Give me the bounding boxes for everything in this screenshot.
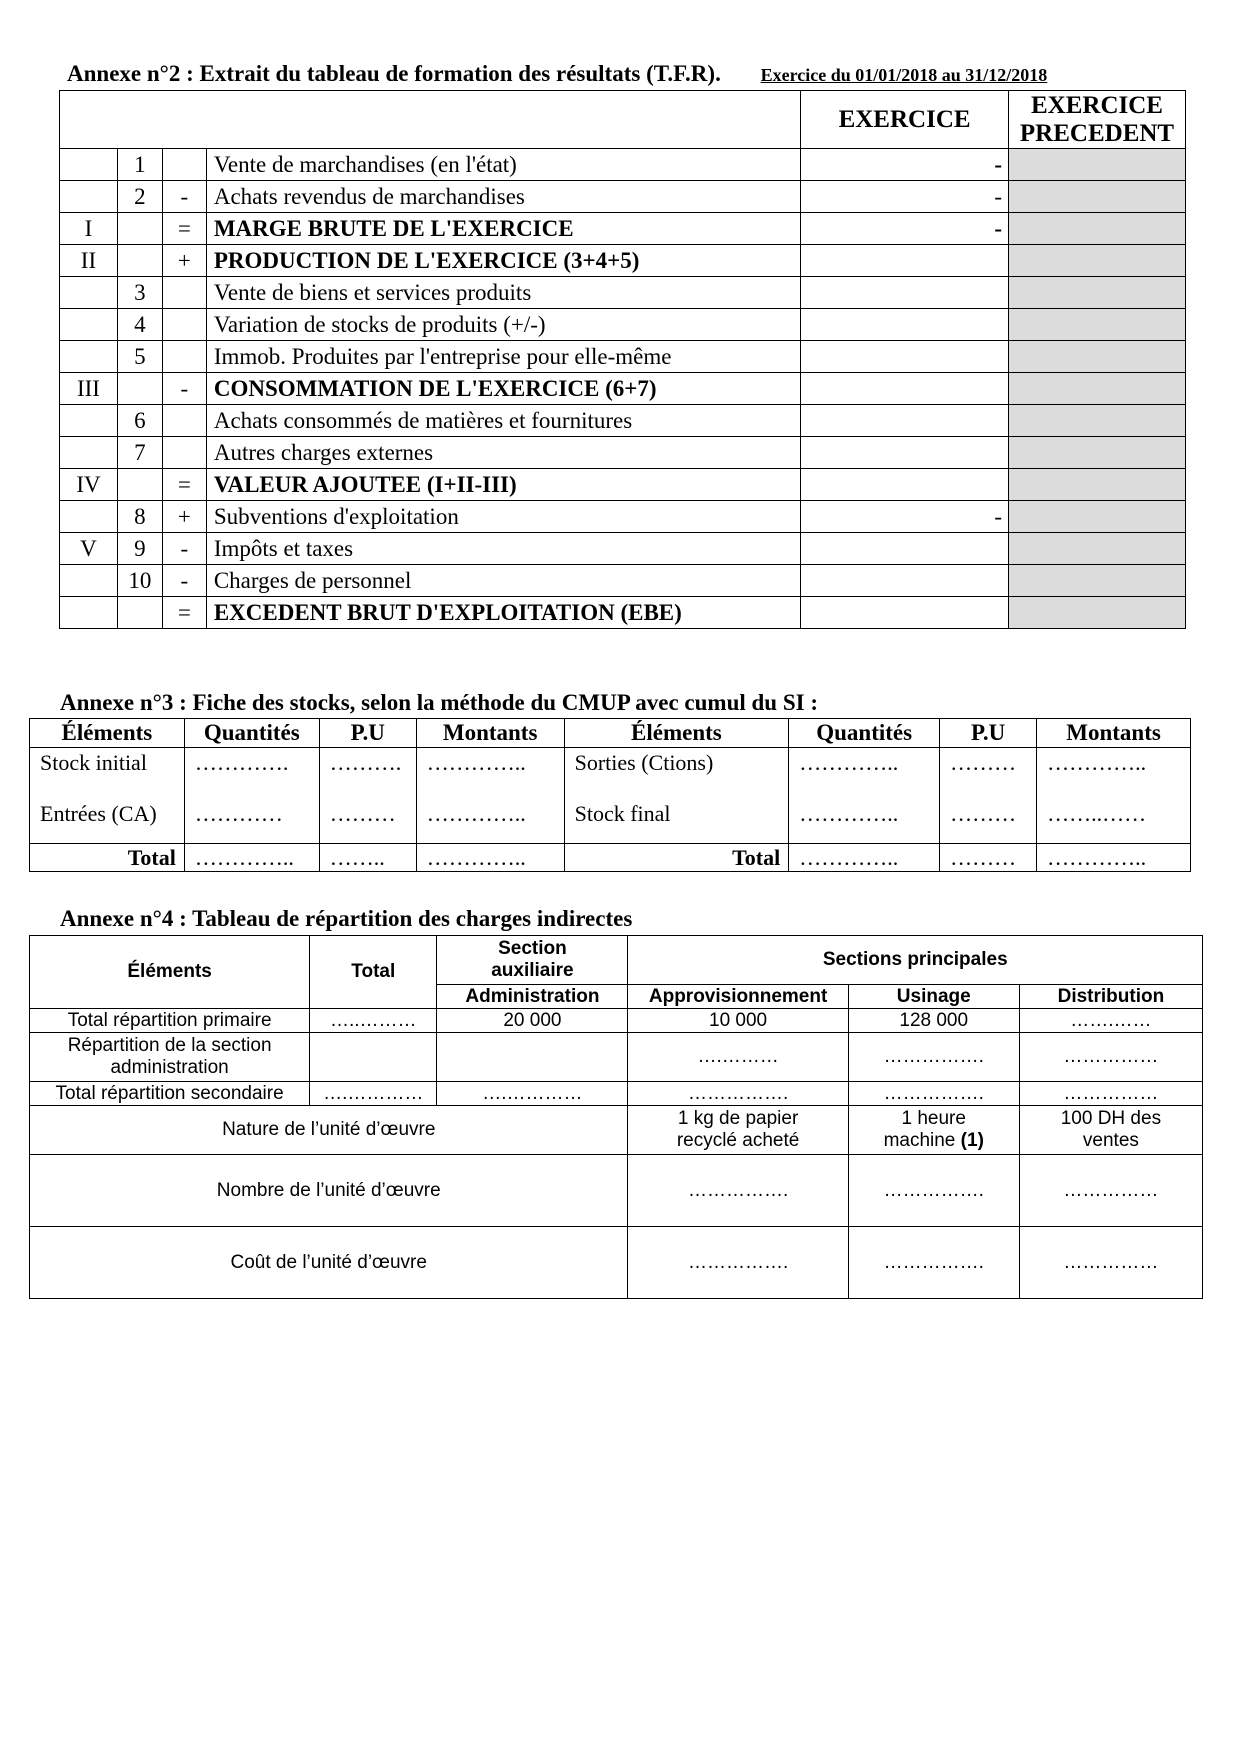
annexe2-title: Annexe n°2 : Extrait du tableau de formation des résultats (T.F.R). xyxy=(67,61,721,86)
row-label: CONSOMMATION DE L'EXERCICE (6+7) xyxy=(206,373,800,405)
cout-unite-distribution: …………… xyxy=(1019,1227,1202,1299)
repartition-secondaire-admin: ….………… xyxy=(437,1082,628,1106)
nature-unite-usinage: 1 heure machine (1) xyxy=(848,1106,1019,1155)
header-elements-right: Éléments xyxy=(564,719,789,748)
row-label: Charges de personnel xyxy=(206,565,800,597)
row-number xyxy=(117,373,162,405)
row-operator xyxy=(162,341,206,373)
sorties-pu: ……… xyxy=(950,750,1017,775)
row-exercice-value xyxy=(801,533,1009,565)
row-label: Variation de stocks de produits (+/-) xyxy=(206,309,800,341)
tfr-row xyxy=(60,149,1186,181)
header-pu-left: P.U xyxy=(319,719,416,748)
row-operator: = xyxy=(162,469,206,501)
row-label: Vente de biens et services produits xyxy=(206,277,800,309)
col-exercice: EXERCICE xyxy=(801,91,1009,149)
stock-final-qty: ………….. xyxy=(799,801,899,826)
repartition-primaire-appro: 10 000 xyxy=(628,1009,848,1033)
nombre-unite-usinage: ……………. xyxy=(848,1155,1019,1227)
row-roman xyxy=(60,149,118,181)
row-exercice-value xyxy=(801,373,1009,405)
row-label: MARGE BRUTE DE L'EXERCICE xyxy=(206,213,800,245)
tfr-row xyxy=(60,405,1186,437)
sorties-label: Sorties (Ctions) xyxy=(574,750,714,775)
row-number: 8 xyxy=(117,501,162,533)
row-exercice-precedent-value xyxy=(1009,469,1186,501)
row-number xyxy=(117,213,162,245)
row-roman xyxy=(60,341,118,373)
row-exercice-precedent-value xyxy=(1009,437,1186,469)
row-nombre-unite-oeuvre xyxy=(30,1155,1203,1227)
row-number: 6 xyxy=(117,405,162,437)
row-repartition-secondaire xyxy=(30,1082,1203,1106)
row-operator: - xyxy=(162,373,206,405)
header-distribution: Distribution xyxy=(1019,985,1202,1009)
row-exercice-precedent-value xyxy=(1009,277,1186,309)
total-qty-left: ………….. xyxy=(184,844,319,872)
row-exercice-value: - xyxy=(801,213,1009,245)
total-montant-right: ………….. xyxy=(1037,844,1191,872)
repartition-primaire-distribution: …….…… xyxy=(1019,1009,1202,1033)
tfr-row xyxy=(60,437,1186,469)
header-usinage: Usinage xyxy=(848,985,1019,1009)
repartition-secondaire-appro: ……………. xyxy=(628,1082,848,1106)
row-roman xyxy=(60,277,118,309)
row-roman xyxy=(60,565,118,597)
annexe4-table xyxy=(29,935,1203,1299)
entrees-label: Entrées (CA) xyxy=(40,801,157,826)
nature-unite-distribution: 100 DH des ventes xyxy=(1019,1106,1202,1155)
annexe4-title: Annexe n°4 : Tableau de répartition des charges indirectes xyxy=(60,906,633,931)
repartition-admin-usinage: ……………. xyxy=(848,1033,1019,1082)
row-operator: - xyxy=(162,565,206,597)
nombre-unite-appro: ……………. xyxy=(628,1155,848,1227)
row-roman xyxy=(60,309,118,341)
row-exercice-value xyxy=(801,597,1009,629)
tfr-row xyxy=(60,341,1186,373)
row-roman xyxy=(60,501,118,533)
row-exercice-value: - xyxy=(801,149,1009,181)
repartition-secondaire-distribution: …………… xyxy=(1019,1082,1202,1106)
row-operator: = xyxy=(162,597,206,629)
row-exercice-precedent-value xyxy=(1009,213,1186,245)
row-number xyxy=(117,469,162,501)
total-montant-left: ………….. xyxy=(416,844,564,872)
stock-initial-montant: ………….. xyxy=(426,750,526,775)
row-exercice-precedent-value xyxy=(1009,501,1186,533)
repartition-secondaire-usinage: ……………. xyxy=(848,1082,1019,1106)
row-exercice-value xyxy=(801,245,1009,277)
header-approvisionnement: Approvisionnement xyxy=(628,985,848,1009)
row-operator: + xyxy=(162,501,206,533)
header-total: Total xyxy=(310,936,437,1009)
row-roman: V xyxy=(60,533,118,565)
row-label: Immob. Produites par l'entreprise pour elle-même xyxy=(206,341,800,373)
stock-initial-qty: …………. xyxy=(194,750,289,775)
row-label: Autres charges externes xyxy=(206,437,800,469)
row-number: 2 xyxy=(117,181,162,213)
row-repartition-administration xyxy=(30,1033,1203,1082)
row-exercice-value xyxy=(801,565,1009,597)
row-roman: III xyxy=(60,373,118,405)
usinage-note: (1) xyxy=(960,1130,984,1151)
repartition-admin-appro: ….……… xyxy=(628,1033,848,1082)
header-elements: Éléments xyxy=(30,936,310,1009)
header-quantites-left: Quantités xyxy=(184,719,319,748)
tfr-row xyxy=(60,277,1186,309)
row-exercice-value xyxy=(801,309,1009,341)
header-pu-right: P.U xyxy=(940,719,1037,748)
row-exercice-value xyxy=(801,437,1009,469)
annexe3-total-row xyxy=(30,844,1191,872)
row-operator xyxy=(162,277,206,309)
annexe3-table xyxy=(29,718,1191,872)
row-exercice-value: - xyxy=(801,181,1009,213)
sorties-qty: ………….. xyxy=(799,750,899,775)
row-exercice-value xyxy=(801,405,1009,437)
total-pu-left: …….. xyxy=(319,844,416,872)
annexe2-table xyxy=(59,90,1186,629)
row-exercice-value xyxy=(801,277,1009,309)
row-exercice-precedent-value xyxy=(1009,309,1186,341)
row-exercice-precedent-value xyxy=(1009,181,1186,213)
tfr-row xyxy=(60,565,1186,597)
stock-initial-pu: ………. xyxy=(329,750,402,775)
row-cout-unite-oeuvre xyxy=(30,1227,1203,1299)
stock-final-pu: ……… xyxy=(950,801,1017,826)
sorties-montant: ………….. xyxy=(1047,750,1147,775)
stock-final-label: Stock final xyxy=(574,801,671,826)
repartition-primaire-total: …..……… xyxy=(310,1009,437,1033)
header-montants-left: Montants xyxy=(416,719,564,748)
stock-initial-label: Stock initial xyxy=(40,750,147,775)
tfr-row xyxy=(60,181,1186,213)
row-number xyxy=(117,597,162,629)
tfr-row xyxy=(60,469,1186,501)
row-operator: = xyxy=(162,213,206,245)
row-number: 7 xyxy=(117,437,162,469)
nature-unite-appro: 1 kg de papier recyclé acheté xyxy=(628,1106,848,1155)
cout-unite-oeuvre-label: Coût de l’unité d’œuvre xyxy=(30,1227,628,1299)
repartition-secondaire-total: ….………… xyxy=(310,1082,437,1106)
row-operator xyxy=(162,149,206,181)
annexe2-period: Exercice du 01/01/2018 au 31/12/2018 xyxy=(760,65,1048,85)
row-exercice-value xyxy=(801,341,1009,373)
row-label: PRODUCTION DE L'EXERCICE (3+4+5) xyxy=(206,245,800,277)
row-label: EXCEDENT BRUT D'EXPLOITATION (EBE) xyxy=(206,597,800,629)
row-roman: II xyxy=(60,245,118,277)
entrees-montant: ………….. xyxy=(426,801,526,826)
stock-final-montant: ……..…… xyxy=(1047,801,1147,826)
tfr-row xyxy=(60,533,1186,565)
row-exercice-precedent-value xyxy=(1009,149,1186,181)
row-exercice-value: - xyxy=(801,501,1009,533)
total-pu-right: ……… xyxy=(940,844,1037,872)
nombre-unite-oeuvre-label: Nombre de l’unité d’œuvre xyxy=(30,1155,628,1227)
row-number xyxy=(117,245,162,277)
row-exercice-precedent-value xyxy=(1009,373,1186,405)
row-operator: - xyxy=(162,181,206,213)
row-operator xyxy=(162,405,206,437)
cout-unite-appro: ……………. xyxy=(628,1227,848,1299)
row-exercice-precedent-value xyxy=(1009,245,1186,277)
repartition-admin-label: Répartition de la section administration xyxy=(30,1033,310,1082)
repartition-primaire-admin: 20 000 xyxy=(437,1009,628,1033)
total-qty-right: ………….. xyxy=(789,844,940,872)
row-number: 9 xyxy=(117,533,162,565)
col-exercice-precedent: EXERCICE PRECEDENT xyxy=(1009,91,1186,149)
annexe3-title: Annexe n°3 : Fiche des stocks, selon la méthode du CMUP avec cumul du SI : xyxy=(60,690,819,715)
row-number: 5 xyxy=(117,341,162,373)
row-roman xyxy=(60,437,118,469)
header-elements-left: Éléments xyxy=(30,719,185,748)
row-label: Impôts et taxes xyxy=(206,533,800,565)
tfr-row xyxy=(60,501,1186,533)
header-administration: Administration xyxy=(437,985,628,1009)
row-operator: + xyxy=(162,245,206,277)
repartition-admin-distribution: …………… xyxy=(1019,1033,1202,1082)
tfr-row xyxy=(60,245,1186,277)
header-sections-principales: Sections principales xyxy=(628,936,1203,985)
tfr-row xyxy=(60,373,1186,405)
tfr-row xyxy=(60,309,1186,341)
row-roman xyxy=(60,405,118,437)
entrees-pu: ……… xyxy=(329,801,396,826)
row-roman xyxy=(60,597,118,629)
row-number: 3 xyxy=(117,277,162,309)
row-number: 1 xyxy=(117,149,162,181)
nature-unite-oeuvre-label: Nature de l’unité d’œuvre xyxy=(30,1106,628,1155)
nombre-unite-distribution: …………… xyxy=(1019,1155,1202,1227)
row-roman xyxy=(60,181,118,213)
row-roman: I xyxy=(60,213,118,245)
annexe4-header-row-1 xyxy=(30,936,1203,985)
row-number: 10 xyxy=(117,565,162,597)
row-operator xyxy=(162,309,206,341)
row-repartition-primaire xyxy=(30,1009,1203,1033)
row-operator xyxy=(162,437,206,469)
total-label-left: Total xyxy=(30,844,185,872)
total-label-right: Total xyxy=(564,844,789,872)
row-label: Vente de marchandises (en l'état) xyxy=(206,149,800,181)
annexe2-header-row xyxy=(60,91,1186,149)
repartition-secondaire-label: Total répartition secondaire xyxy=(30,1082,310,1106)
row-exercice-precedent-value xyxy=(1009,565,1186,597)
row-exercice-precedent-value xyxy=(1009,533,1186,565)
row-number: 4 xyxy=(117,309,162,341)
entrees-qty: ………… xyxy=(194,801,283,826)
row-label: Subventions d'exploitation xyxy=(206,501,800,533)
header-quantites-right: Quantités xyxy=(789,719,940,748)
header-section-auxiliaire: Section auxiliaire xyxy=(437,936,628,985)
row-nature-unite-oeuvre xyxy=(30,1106,1203,1155)
annexe3-header-row xyxy=(30,719,1191,748)
tfr-row xyxy=(60,597,1186,629)
tfr-row xyxy=(60,213,1186,245)
row-roman: IV xyxy=(60,469,118,501)
cout-unite-usinage: ……………. xyxy=(848,1227,1019,1299)
annexe2-heading xyxy=(67,61,1047,87)
row-label: VALEUR AJOUTEE (I+II-III) xyxy=(206,469,800,501)
repartition-primaire-usinage: 128 000 xyxy=(848,1009,1019,1033)
row-exercice-precedent-value xyxy=(1009,341,1186,373)
row-label: Achats revendus de marchandises xyxy=(206,181,800,213)
row-exercice-value xyxy=(801,469,1009,501)
annexe3-body-row xyxy=(30,748,1191,844)
row-operator: - xyxy=(162,533,206,565)
row-label: Achats consommés de matières et fournitures xyxy=(206,405,800,437)
row-exercice-precedent-value xyxy=(1009,597,1186,629)
row-exercice-precedent-value xyxy=(1009,405,1186,437)
header-montants-right: Montants xyxy=(1037,719,1191,748)
repartition-primaire-label: Total répartition primaire xyxy=(30,1009,310,1033)
